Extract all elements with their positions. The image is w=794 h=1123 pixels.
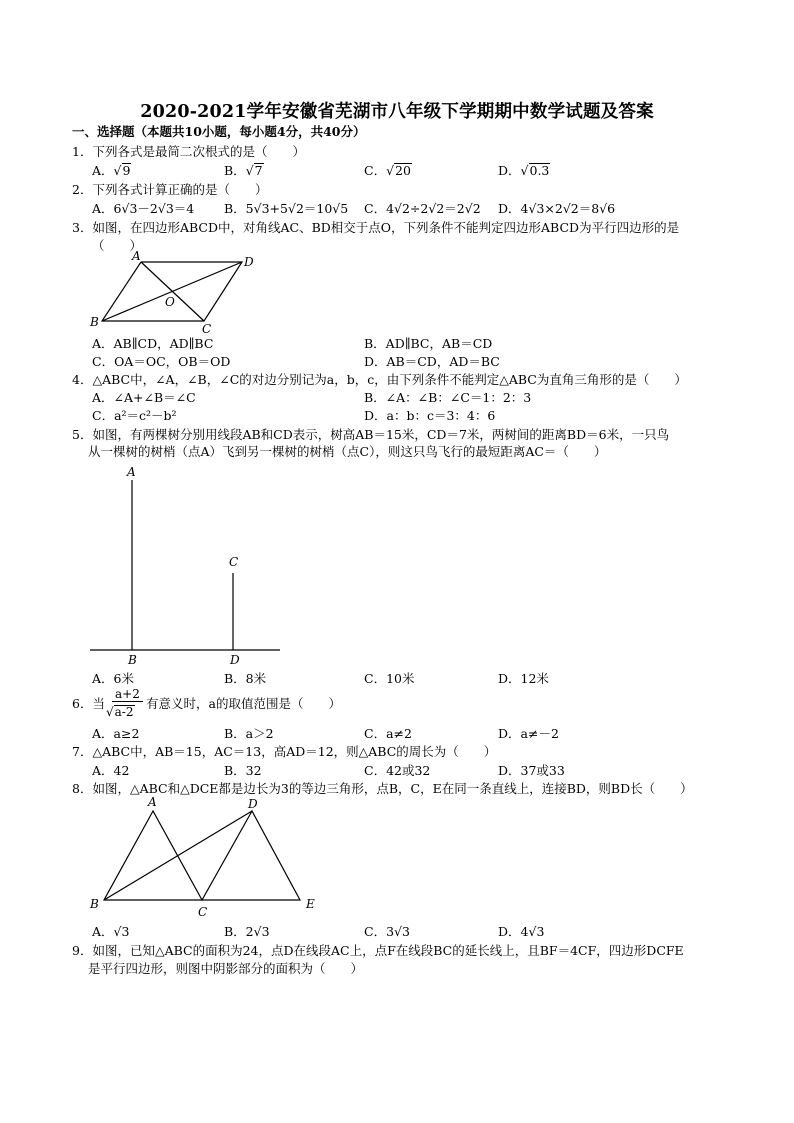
q5-label-a: A: [127, 465, 136, 479]
q6-option-d: D．a≠－2: [498, 726, 559, 741]
q8-option-c: C．3√3: [364, 924, 410, 939]
page-title: 2020-2021学年安徽省芜湖市八年级下学期期中数学试题及答案: [140, 102, 654, 122]
q7-stem: 7．△ABC中，AB＝15，AC＝13，高AD＝12，则△ABC的周长为（ ）: [72, 744, 497, 759]
q3-label-b: B: [90, 315, 99, 329]
q8-label-a: A: [148, 795, 157, 809]
q2-option-b: B．5√3+5√2＝10√5: [224, 201, 349, 216]
q6-option-c: C．a≠2: [364, 726, 412, 741]
q8-option-a: A．√3: [92, 924, 130, 939]
q3-option-c: C．OA＝OC，OB＝OD: [92, 354, 231, 369]
q8-triangles-figure: [88, 796, 328, 921]
q4-option-a: A．∠A+∠B＝∠C: [92, 390, 196, 405]
q8-option-d: D．4√3: [498, 924, 545, 939]
q3-stem: 3．如图，在四边形ABCD中，对角线AC、BD相交于点O，下列条件不能判定四边形ABCD为平行四边形的是: [72, 220, 680, 235]
q5-label-c: C: [229, 555, 239, 569]
q2-option-a: A．6√3－2√3＝4: [92, 201, 195, 216]
q3-option-d: D．AB＝CD，AD＝BC: [364, 354, 500, 369]
q3-option-a: A．AB∥CD，AD∥BC: [92, 336, 214, 351]
q6-suffix: 有意义时，a的取值范围是（ ）: [146, 696, 341, 711]
q3-label-c: C: [202, 322, 212, 336]
q9-stem: 9．如图，已知△ABC的面积为24，点D在线段AC上，点F在线段BC的延长线上，且BF＝4CF，四边形DCFE: [72, 943, 684, 958]
q4-option-c: C．a²＝c²－b²: [92, 408, 177, 423]
q1-option-b: B．√7: [224, 163, 263, 178]
q7-option-a: A．42: [92, 763, 130, 778]
q8-stem: 8．如图，△ABC和△DCE都是边长为3的等边三角形，点B，C，E在同一条直线上，连接BD，则BD长（ ）: [72, 781, 693, 796]
q1-option-c: C．√20: [364, 163, 411, 178]
q8-label-b: B: [90, 897, 99, 911]
q5-label-d: D: [230, 653, 240, 667]
q5-label-b: B: [128, 653, 137, 667]
q5-stem: 5．如图，有两棵树分别用线段AB和CD表示，树高AB＝15米，CD＝7米，两树间的距离BD＝6米，一只鸟: [72, 427, 670, 442]
q1-option-a: A．√9: [92, 163, 131, 178]
q9-stem-2: 是平行四边形，则图中阴影部分的面积为（ ）: [88, 961, 364, 976]
q4-option-b: B．∠A：∠B：∠C＝1：2：3: [364, 390, 532, 405]
q6-option-a: A．a≥2: [92, 726, 140, 741]
q3-stem-paren: （ ）: [92, 238, 143, 253]
q3-option-b: B．AD∥BC，AB＝CD: [364, 336, 493, 351]
q3-parallelogram-figure: [88, 250, 268, 335]
q7-option-c: C．42或32: [364, 763, 431, 778]
q6-denominator: √a-2: [106, 705, 134, 719]
q8-option-b: B．2√3: [224, 924, 270, 939]
q5-option-b: B．8米: [224, 671, 267, 686]
q5-trees-figure: [88, 465, 288, 668]
q7-option-b: B．32: [224, 763, 262, 778]
q2-option-c: C．4√2÷2√2＝2√2: [364, 201, 481, 216]
q4-option-d: D．a：b：c＝3：4：6: [364, 408, 496, 423]
q8-label-c: C: [198, 905, 208, 919]
q1-stem: 1．下列各式是最简二次根式的是（ ）: [72, 144, 305, 159]
q1-option-d: D．√0.3: [498, 163, 550, 178]
q3-label-o: O: [165, 295, 175, 309]
q4-stem: 4．△ABC中，∠A，∠B，∠C的对边分别记为a，b，c，由下列条件不能判定△ABC为直角三角形的是（ ）: [72, 372, 687, 387]
q6-prefix: 6．当: [72, 696, 105, 711]
q5-option-d: D．12米: [498, 671, 549, 686]
q5-option-a: A．6米: [92, 671, 134, 686]
q6-option-b: B．a＞2: [224, 726, 274, 741]
q5-option-c: C．10米: [364, 671, 415, 686]
q3-label-d: D: [244, 255, 254, 269]
q2-stem: 2．下列各式计算正确的是（ ）: [72, 182, 268, 197]
q2-option-d: D．4√3×2√2＝8√6: [498, 201, 616, 216]
q6-numerator: a+2: [112, 688, 143, 702]
q8-label-e: E: [306, 897, 315, 911]
q8-label-d: D: [248, 797, 258, 811]
q7-option-d: D．37或33: [498, 763, 565, 778]
q3-label-a: A: [132, 249, 141, 263]
section-heading: 一、选择题（本题共10小题，每小题4分，共40分）: [72, 124, 366, 139]
q5-stem-2: 从一棵树的树梢（点A）飞到另一棵树的树梢（点C），则这只鸟飞行的最短距离AC＝（ ）: [88, 444, 607, 459]
